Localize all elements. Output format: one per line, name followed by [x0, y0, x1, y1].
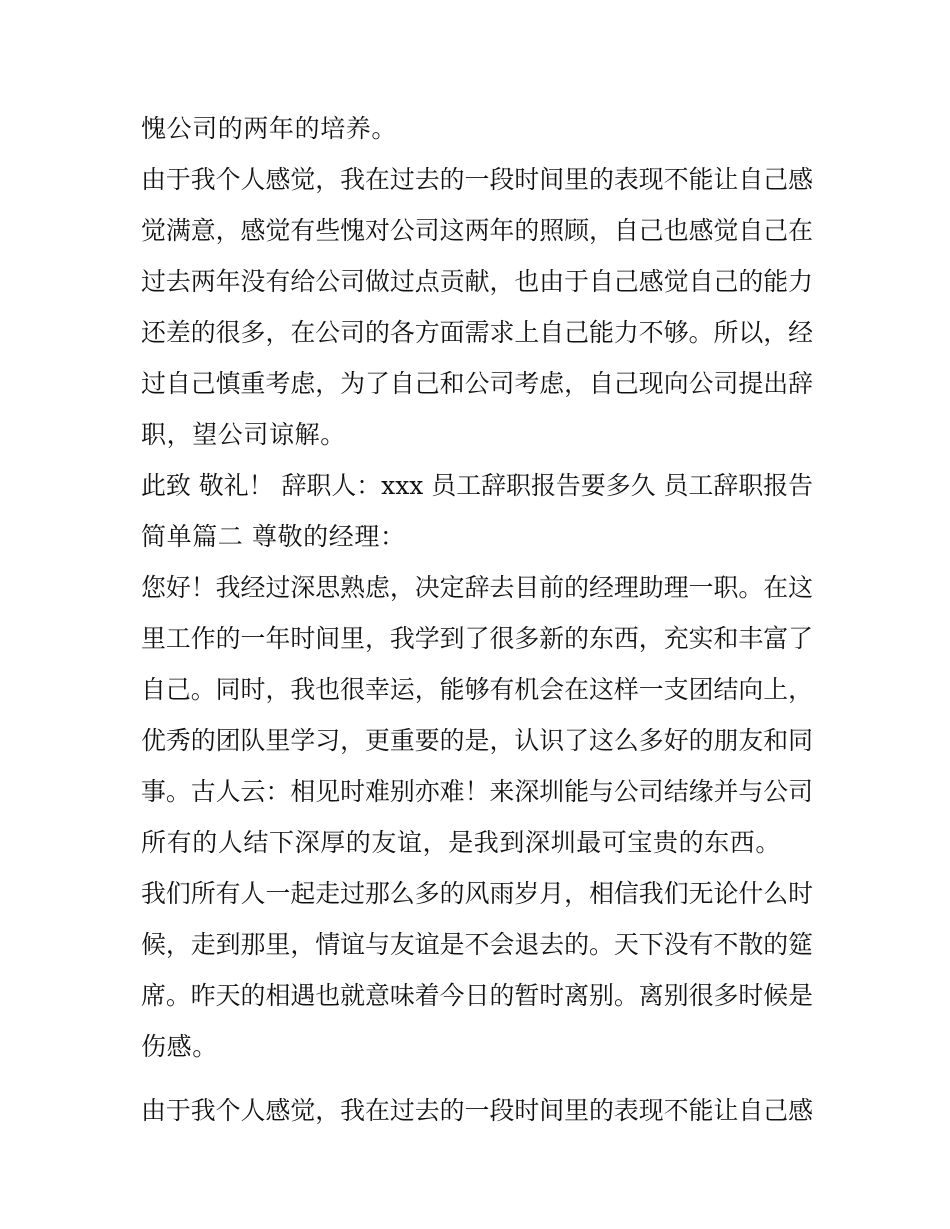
text-line: 职，望公司谅解。	[141, 420, 346, 449]
text-line: 伤感。	[141, 1032, 218, 1061]
text-line: 事。古人云：相见时难别亦难！来深圳能与公司结缘并与公司	[141, 777, 814, 806]
text-line: 我们所有人一起走过那么多的风雨岁月，相信我们无论什么时	[141, 879, 814, 908]
text-line: 愧公司的两年的培养。	[141, 114, 398, 143]
text-line: 自己。同时，我也很幸运，能够有机会在这样一支团结向上，	[141, 675, 814, 704]
text-line: 过去两年没有给公司做过点贡献，也由于自己感觉自己的能力	[141, 267, 814, 296]
text-line: 还差的很多，在公司的各方面需求上自己能力不够。所以，经	[141, 318, 814, 347]
text-line: 候，走到那里，情谊与友谊是不会退去的。天下没有不散的筵	[141, 930, 814, 959]
text-line: 由于我个人感觉，我在过去的一段时间里的表现不能让自己感	[141, 165, 814, 194]
text-line: 觉满意，感觉有些愧对公司这两年的照顾，自己也感觉自己在	[141, 216, 814, 245]
text-line: 所有的人结下深厚的友谊，是我到深圳最可宝贵的东西。	[141, 828, 782, 857]
text-line: 简单篇二 尊敬的经理：	[141, 522, 406, 551]
text-line: 您好！我经过深思熟虑，决定辞去目前的经理助理一职。在这	[141, 573, 814, 602]
text-line: 里工作的一年时间里，我学到了很多新的东西，充实和丰富了	[141, 624, 814, 653]
text-line: 过自己慎重考虑，为了自己和公司考虑，自己现向公司提出辞	[141, 369, 814, 398]
text-line: 此致 敬礼！ 辞职人：xxx 员工辞职报告要多久 员工辞职报告	[141, 471, 814, 500]
text-line: 由于我个人感觉，我在过去的一段时间里的表现不能让自己感	[141, 1096, 814, 1125]
text-line: 优秀的团队里学习，更重要的是，认识了这么多好的朋友和同	[141, 726, 814, 755]
text-line: 席。昨天的相遇也就意味着今日的暂时离别。离别很多时候是	[141, 981, 814, 1010]
